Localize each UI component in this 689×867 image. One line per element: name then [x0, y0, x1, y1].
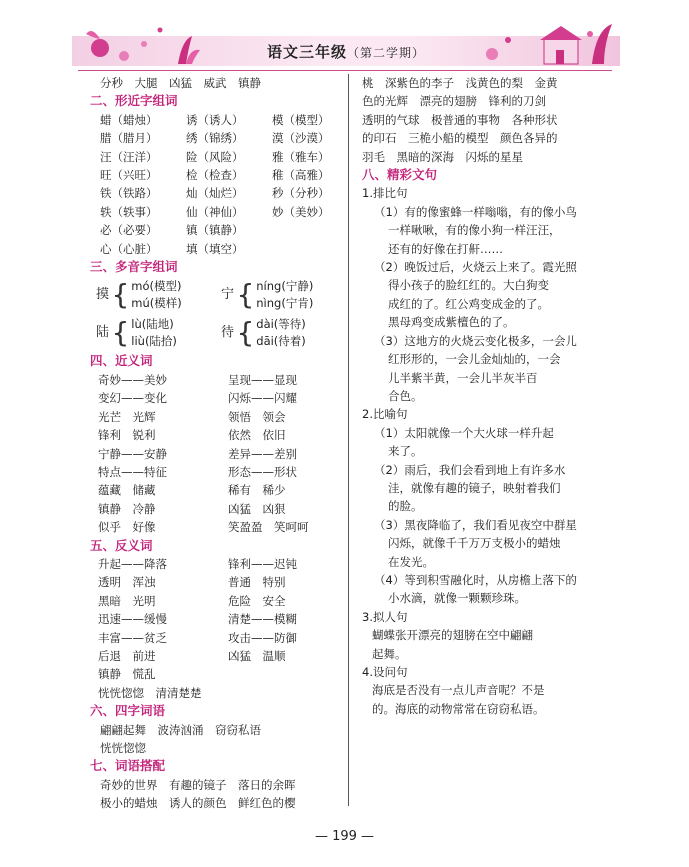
word-pair: 清楚——模糊 [228, 612, 297, 627]
similar-chars-table [90, 111, 342, 258]
brace-icon: { [236, 278, 255, 312]
left-column [90, 74, 342, 813]
word-pair: 领悟 领会 [228, 409, 286, 424]
similar-chars-row [90, 148, 342, 166]
sentence-category: 4.设问句 [362, 665, 408, 679]
section-heading-similar-chars: 二、形近字组词 [90, 93, 178, 109]
sentence-line [362, 258, 618, 276]
similar-char-pair: 妙（美妙） [272, 204, 330, 219]
sentence-number: （3） [374, 333, 405, 348]
word-pair: 镇静 慌乱 [98, 667, 156, 682]
similar-chars-row [90, 203, 342, 221]
collocation-line: 奇妙的世界 有趣的镜子 落日的余晖 [100, 777, 296, 792]
sentence-line: 成红的了。红公鸡变成金的了。 [388, 296, 549, 311]
similar-char-pair: 险（风险） [186, 149, 244, 164]
word-pair: 奇妙——美妙 [98, 372, 167, 387]
sentence-line [362, 516, 618, 534]
sentence-line [362, 571, 618, 589]
similar-char-pair: 雅（雅车） [272, 149, 330, 164]
section-heading-sentences: 八、精彩文句 [362, 167, 438, 183]
readings [256, 278, 342, 312]
similar-char-pair: 漠（沙漠） [272, 131, 330, 146]
similar-chars-row [90, 240, 342, 258]
sentence-line: 海底是否没有一点儿声音呢？不是 [372, 683, 545, 698]
sentence-line: 得小孩子的脸红红的。大白狗变 [388, 278, 549, 293]
continued-line: 色的光辉 漂亮的翅膀 锋利的刀剑 [362, 94, 546, 109]
reading: liù(陆拾) [131, 334, 177, 349]
continued-line: 羽毛 黑暗的深海 闪烁的星星 [362, 149, 523, 164]
header-title-main: 语文三年级 [266, 43, 347, 61]
similar-char-pair: 诱（诱人） [186, 112, 244, 127]
idioms-line: 恍恍惚惚 [100, 741, 146, 755]
antonym-row [90, 665, 342, 683]
word-pair: 攻击——防御 [228, 630, 297, 645]
antonym-row [90, 573, 342, 591]
sentence-line: 在发光。 [388, 554, 434, 569]
similar-char-pair [272, 240, 352, 258]
word-pair [228, 665, 338, 683]
word-pair: 笑盈盈 笑呵呵 [228, 520, 309, 535]
sentence-line: 的。海底的动物常常在窃窃私语。 [372, 701, 545, 716]
sentence-line: 红形形的，一会儿金灿灿的，一会 [388, 352, 561, 367]
antonym-row [90, 555, 342, 573]
polyphone-group [90, 276, 342, 314]
sentence-text: 晚饭过后，火烧云上来了。霞光照 [404, 260, 577, 275]
similar-char-pair: 灿（灿烂） [186, 186, 244, 201]
sentence-number: （1） [374, 204, 405, 219]
carryover-line: 分秒 大腿 凶猛 威武 镇静 [100, 76, 261, 90]
sentence-line [362, 461, 618, 479]
sentence-line: 儿半紫半黄，一会儿半灰半百 [388, 370, 538, 385]
similar-char-pair: 蜡（蜡烛） [100, 112, 158, 127]
synonyms-list [90, 371, 342, 537]
section-heading-antonyms: 五、反义词 [90, 537, 153, 553]
reading: níng(宁静) [256, 279, 314, 294]
sentence-line: 黑母鸡变成紫檀色的了。 [388, 315, 515, 330]
similar-char-pair: 必（必要） [100, 223, 158, 238]
reading: mú(模样) [131, 296, 182, 311]
similar-char-pair: 镇（镇静） [186, 223, 244, 238]
polyphone-char: 陆 [96, 325, 110, 341]
sentence-category: 3.拟人句 [362, 609, 408, 624]
word-pair: 镇静 冷静 [98, 501, 156, 516]
polyphone-char: 摸 [96, 287, 110, 303]
sentence-number: （2） [374, 462, 405, 477]
sentence-line: 洼，就像有趣的镜子，映射着我们 [388, 480, 561, 495]
similar-char-pair: 稚（高雅） [272, 168, 330, 183]
brace-icon: { [111, 316, 130, 350]
synonym-row [90, 371, 342, 389]
similar-char-pair: 腊（腊月） [100, 131, 158, 146]
word-pair: 稀有 稀少 [228, 483, 286, 498]
synonym-row [90, 445, 342, 463]
sentence-line: 小水滴，就像一颗颗珍珠。 [388, 591, 526, 606]
idioms-line: 翩翩起舞 波涛汹涌 窃窃私语 [100, 722, 261, 737]
sentence-line: 起舞。 [372, 646, 407, 661]
antonyms-list [90, 555, 342, 702]
sentence-number: （2） [374, 260, 405, 275]
word-pair: 锋利——迟钝 [228, 556, 297, 571]
sentence-number: （3） [374, 517, 405, 532]
similar-chars-row [90, 129, 342, 147]
similar-char-pair: 旺（兴旺） [100, 168, 158, 183]
sentence-line: 蝴蝶张开漂亮的翅膀在空中翩翩 [372, 628, 533, 643]
sentence-line: 一样啾啾，有的像小狗一样汪汪， [388, 223, 561, 238]
collocation-line: 极小的蜡烛 诱人的颜色 鲜红色的樱 [100, 796, 296, 811]
word-pair: 形态——形状 [228, 464, 297, 479]
similar-chars-row [90, 221, 342, 239]
sentence-number: （4） [374, 572, 405, 587]
word-pair: 光芒 光辉 [98, 409, 156, 424]
word-pair: 凶猛 凶狠 [228, 501, 286, 516]
sentence-line: 的脸。 [388, 499, 423, 514]
similar-char-pair: 铁（铁路） [100, 186, 158, 201]
antonym-row [90, 610, 342, 628]
word-pair: 迅速——缓慢 [98, 612, 167, 627]
sentence-line [362, 203, 618, 221]
sentence-number: （1） [374, 425, 405, 440]
polyphone-group [90, 314, 342, 352]
similar-char-pair: 轶（轶事） [100, 204, 158, 219]
sentence-text: 黑夜降临了，我们看见夜空中群星 [404, 517, 577, 532]
readings [256, 316, 342, 350]
antonym-row [90, 629, 342, 647]
sentence-line [362, 424, 618, 442]
reading: lù(陆地) [131, 317, 174, 332]
similar-chars-row [90, 111, 342, 129]
sentence-text: 等到积雪融化时，从房檐上落下的 [404, 572, 577, 587]
word-pair: 锋利 锐利 [98, 428, 156, 443]
page-header [72, 20, 620, 68]
sentence-category: 2.比喻句 [362, 407, 408, 422]
brace-icon: { [236, 316, 255, 350]
polyphone-char: 宁 [221, 287, 235, 303]
header-rule [78, 70, 612, 71]
reading: dāi(待着) [256, 334, 306, 349]
word-pair: 恍恍惚惚 清清楚楚 [98, 685, 202, 700]
word-pair: 丰富——贫乏 [98, 630, 167, 645]
word-pair: 升起——降落 [98, 556, 167, 571]
section-heading-four-char-idioms: 六、四字词语 [90, 703, 166, 719]
reading: dài(等待) [256, 317, 306, 332]
polyphone-char: 待 [221, 325, 235, 341]
antonym-row [90, 647, 342, 665]
synonym-row [90, 481, 342, 499]
right-column [362, 74, 618, 718]
sentence-text: 有的像蜜蜂一样嗡嗡，有的像小鸟 [404, 204, 577, 219]
header-title [72, 41, 620, 62]
similar-chars-row [90, 184, 342, 202]
sentence-line: 来了。 [388, 444, 423, 459]
section-heading-collocations: 七、词语搭配 [90, 758, 166, 774]
similar-char-pair: 填（填空） [186, 241, 244, 256]
sentence-line: 闪烁，就像千千万万支极小的蜡烛 [388, 536, 561, 551]
word-pair: 危险 安全 [228, 593, 286, 608]
similar-char-pair: 检（检查） [186, 168, 244, 183]
readings [131, 316, 217, 350]
synonym-row [90, 518, 342, 536]
antonym-row [90, 592, 342, 610]
word-pair: 差异——差别 [228, 446, 297, 461]
sentence-line [362, 332, 618, 350]
word-pair: 变幻——变化 [98, 391, 167, 406]
section-heading-synonyms: 四、近义词 [90, 353, 153, 369]
antonym-row [90, 684, 342, 702]
reading: nìng(宁肯) [256, 296, 314, 311]
page-number: — 199 — [314, 829, 375, 844]
word-pair: 似乎 好像 [98, 520, 156, 535]
word-pair: 呈现——显现 [228, 372, 297, 387]
word-pair: 蕴藏 储藏 [98, 483, 156, 498]
similar-char-pair: 绣（锦绣） [186, 131, 244, 146]
word-pair: 宁静——安静 [98, 446, 167, 461]
similar-char-pair: 心（心脏） [100, 241, 158, 256]
synonym-row [90, 426, 342, 444]
similar-char-pair: 仙（神仙） [186, 204, 244, 219]
word-pair: 依然 依旧 [228, 428, 286, 443]
sentence-text: 雨后，我们会看到地上有许多水 [404, 462, 566, 477]
word-pair: 凶猛 温顺 [228, 648, 286, 663]
sentences-block [362, 184, 618, 718]
section-heading-polyphones: 三、多音字组词 [90, 259, 178, 275]
brace-icon: { [111, 278, 130, 312]
continued-line: 透明的气球 极普通的事物 各种形状 [362, 112, 558, 127]
collocation-continued [362, 74, 618, 166]
readings [131, 278, 217, 312]
synonym-row [90, 463, 342, 481]
word-pair: 普通 特别 [228, 575, 286, 590]
similar-char-pair: 汪（汪洋） [100, 149, 158, 164]
similar-char-pair: 模（模型） [272, 112, 330, 127]
reading: mó(模型) [131, 279, 182, 294]
continued-line: 桃 深紫色的李子 浅黄色的梨 金黄 [362, 76, 558, 90]
word-pair: 透明 浑浊 [98, 575, 156, 590]
similar-chars-row [90, 166, 342, 184]
header-subtitle: （第二学期） [347, 46, 426, 60]
sentence-line: 还有的好像在打鼾…… [388, 241, 503, 256]
synonym-row [90, 389, 342, 407]
synonym-row [90, 408, 342, 426]
word-pair: 闪烁——闪耀 [228, 391, 297, 406]
polyphones-block [90, 276, 342, 352]
continued-line: 的印石 三桅小船的模型 颜色各异的 [362, 131, 558, 146]
sentence-line: 合色。 [388, 388, 423, 403]
synonym-row [90, 500, 342, 518]
word-pair: 后退 前进 [98, 648, 156, 663]
sentence-text: 太阳就像一个大火球一样升起 [404, 425, 554, 440]
word-pair: 黑暗 光明 [98, 593, 156, 608]
sentence-text: 这地方的火烧云变化极多，一会儿 [404, 333, 577, 348]
similar-char-pair: 秒（分秒） [272, 186, 330, 201]
similar-char-pair [272, 221, 352, 239]
word-pair [228, 684, 338, 702]
sentence-category: 1.排比句 [362, 186, 408, 201]
word-pair: 特点——特征 [98, 464, 167, 479]
